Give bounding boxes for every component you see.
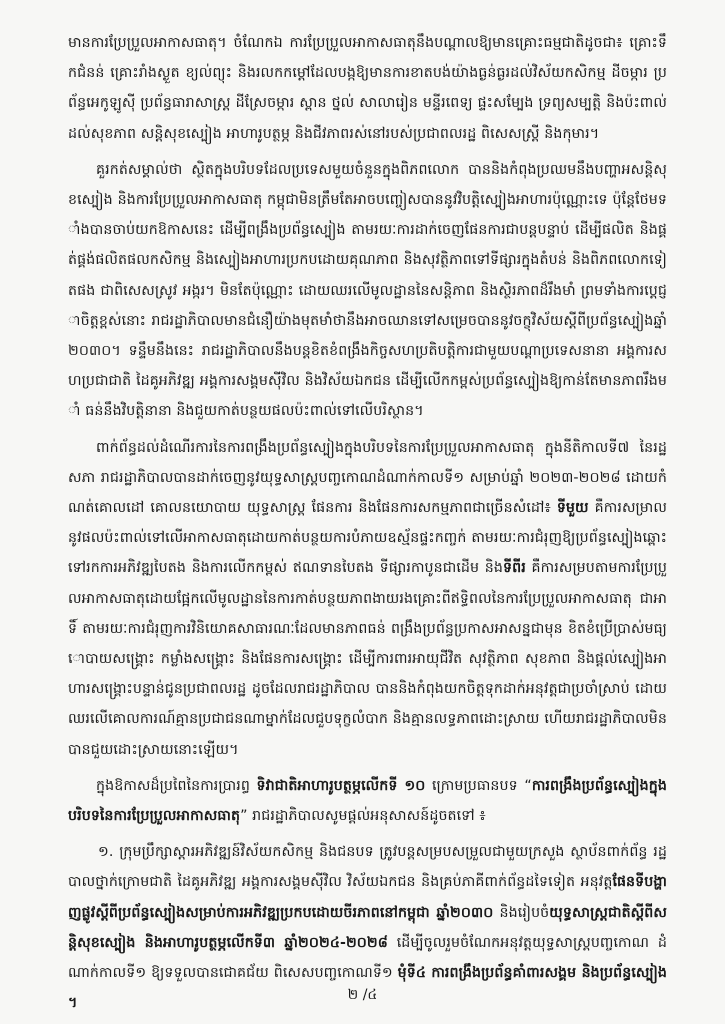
body-paragraph <box>68 433 667 765</box>
text-run: ក្រោមប្រធានបទ “ <box>425 777 532 794</box>
text-run: គឺការសម្រាលនូវផលប៉ះពាល់ទៅលើអាកាសធាតុដោយកាត់បន្ថយការបំភាយឧស្ម័នផ្ទះកញ្ចក់ តាមរយៈការជំរុញឱ្យប្រព័ន្ធស្បៀងឆ្ពោះទៅរកការអភិវឌ្ឍបៃតង និងការលើកកម្ពស់ ឥណទានបៃតង ទីផ្សារកាបូនជាដើម និង <box>68 500 667 577</box>
bold-text-run: ទីពីរ <box>503 560 526 577</box>
text-run: គួរកត់សម្គាល់ថា ស្ថិតក្នុងបរិបទដែលប្រទេសមួយចំនួនក្នុងពិភពលោក បាននិងកំពុងប្រឈមនឹងបញ្ហាអសន្តិសុខស្បៀង និងការប្រែប្រួលអាកាសធាតុ កម្ពុជាមិនត្រឹមតែអាចបញ្ចៀសបាននូវវិបត្តិស្បៀងអាហារប៉ុណ្ណោះទេ ប៉ុន្តែថែមទាំងបានចាប់យកឱកាសនេះ ដើម្បីពង្រឹងប្រព័ន្ធស្បៀង តាមរយៈការដាក់ចេញផែនការជាបន្តបន្ទាប់ ដើម្បីផលិត និងផ្គត់ផ្គង់ផលិតផលកសិកម្ម និងស្បៀងអាហារប្រកបដោយគុណភាព និងសុវត្ថិភាពទៅទីផ្សារក្នុងតំបន់ និងពិភពលោកទៀតផង ជាពិសេសស្រូវ អង្ករ។ មិនតែប៉ុណ្ណោះ ដោយឈរលើមូលដ្ឋាននៃសន្តិភាព និងស្ថិរភាពដ៏រឹងមាំ ព្រមទាំងការប្តេជ្ញាចិត្តខ្ពស់នោះ រាជរដ្ឋាភិបាលមានជំនឿយ៉ាងមុតមាំថានឹងអាចឈានទៅសម្រេចបាននូវចក្ខុវិស័យស្តីពីប្រព័ន្ធស្បៀងឆ្នាំ២០៣០។ ទន្ទឹមនឹងនេះ រាជរដ្ឋាភិបាលនឹងបន្តខិតខំពង្រឹងកិច្ចសហប្រតិបត្តិការជាមួយបណ្តាប្រទេសនានា អង្គការសហប្រជាជាតិ ដៃគូអភិវឌ្ឍ អង្គការសង្គមស៊ីវិល និងវិស័យឯកជន ដើម្បីលើកកម្ពស់ប្រព័ន្ធស្បៀងឱ្យកាន់តែមានភាពរឹងមាំ ធន់នឹងវិបត្តិនានា និងជួយកាត់បន្ថយផលប៉ះពាល់ទៅលើបរិស្ថាន។ <box>68 161 667 420</box>
page-number: ២ /៤ <box>347 987 378 1003</box>
text-run: ១. ក្រុមប្រឹក្សាស្តារអភិវឌ្ឍន៍វិស័យកសិកម្ម និងជនបទ ត្រូវបន្តសម្របសម្រួលជាមួយក្រសួង ស្ថាប័នពាក់ព័ន្ធ រដ្ឋបាលថ្នាក់ក្រោមជាតិ ដៃគូអភិវឌ្ឍ អង្គការសង្គមស៊ីវិល វិស័យឯកជន និងគ្រប់ភាគីពាក់ព័ន្ធដទៃទៀត អនុវត្ត <box>68 844 667 891</box>
text-run: មានការប្រែប្រួលអាកាសធាតុ។ ចំណែកឯ ការប្រែប្រួលអាកាសធាតុនឹងបណ្តាលឱ្យមានគ្រោះធម្មជាតិដូចជា៖ គ្រោះទឹកជំនន់ គ្រោះរាំងស្ងួត ខ្យល់ព្យុះ និងរលកកម្តៅដែលបង្កឱ្យមានការខាតបង់យ៉ាងធ្ងន់ធ្ងរដល់វិស័យកសិកម្ម ដីចម្ការ ប្រព័ន្ធអេកូឡូស៊ី ប្រព័ន្ធធារាសាស្ត្រ ដីស្រែចម្ការ ស្ពាន ថ្នល់ សាលារៀន មន្ទីរពេទ្យ ផ្ទះសម្បែង ទ្រព្យសម្បត្តិ និងប៉ះពាល់ដល់សុខភាព សន្តិសុខស្បៀង អាហារូបត្ថម្ភ និងជីវភាពរស់នៅរបស់ប្រជាពលរដ្ឋ ពិសេសស្ត្រី និងកុមារ។ <box>68 35 667 142</box>
text-run: ” រាជរដ្ឋាភិបាលសូមផ្តល់អនុសាសន៍ដូចតទៅ ៖ <box>240 808 486 825</box>
text-run: ក្នុងឱកាសដ៏ប្រពៃនៃការប្រារព្ធ <box>96 777 257 794</box>
document-body <box>68 28 667 1019</box>
text-run: ពាក់ព័ន្ធដល់ដំណើរការនៃការពង្រឹងប្រព័ន្ធស្បៀងក្នុងបរិបទនៃការប្រែប្រួលអាកាសធាតុ ក្នុងនីតិកាលទី៧ នៃរដ្ឋសភា រាជរដ្ឋាភិបាលបានដាក់ចេញនូវយុទ្ធសាស្ត្របញ្ចកោណដំណាក់កាលទី១ សម្រាប់ឆ្នាំ ២០២៣-២០២៨ ដោយកំណត់គោលដៅ គោលនយោបាយ យុទ្ធសាស្ត្រ ផែនការ និងផែនការសកម្មភាពជាច្រើនសំដៅ៖ <box>68 439 667 517</box>
body-paragraph <box>68 771 667 831</box>
text-run: ដើម្បីចូលរួមចំណែកអនុវត្តយុទ្ធសាស្ត្របញ្ចកោណ ដំណាក់កាលទី១ ឱ្យទទួលបានជោគជ័យ ពិសេសបញ្ចកោណទី១ <box>68 934 667 982</box>
bold-text-run: ផែនទីបង្ហាញផ្លូវស្តីពីប្រព័ន្ធស្បៀងសម្រាប់ការអភិវឌ្ឍប្រកបដោយចីរភាពនៅកម្ពុជា ឆ្នាំ២០៣០ <box>68 874 667 921</box>
bold-text-run: ទិវាជាតិអាហារូបត្ថម្ភលើកទី ១០ <box>256 777 426 794</box>
bold-text-run: ទីមួយ <box>556 500 589 517</box>
bold-text-run: មុំទី៤ ការពង្រឹងប្រព័ន្ធគាំពារសង្គម និងប្រព័ន្ធស្បៀង។ <box>68 965 667 1012</box>
bold-text-run: យុទ្ធសាស្ត្រជាតិស្តីពីសន្តិសុខស្បៀង និងអាហារូបត្ថម្ភលើកទី៣ ឆ្នាំ២០២៤-២០២៨ <box>68 904 667 951</box>
bold-text-run: ការពង្រឹងប្រព័ន្ធស្បៀងក្នុងបរិបទនៃការប្រែប្រួលអាកាសធាតុ <box>68 777 667 825</box>
text-run: និងរៀបចំ <box>493 904 550 921</box>
text-run: គឺការសម្របតាមការប្រែប្រួលអាកាសធាតុដោយផ្អែកលើមូលដ្ឋាននៃការកាត់បន្ថយភាពងាយរងគ្រោះពីឥទ្ធិពលនៃការប្រែប្រួលអាកាសធាតុ ជាអាទិ៍ តាមរយៈការជំរុញការវិនិយោគសាធារណៈដែលមានភាពធន់ ពង្រឹងប្រព័ន្ធប្រកាសអាសន្នជាមុន ខិតខំប្រើប្រាស់មធ្យោបាយសង្គ្រោះ កម្លាំងសង្គ្រោះ និងផែនការសង្គ្រោះ ដើម្បីការពារអាយុជីវិត សុវត្ថិភាព សុខភាព និងផ្តល់ស្បៀងអាហារសង្គ្រោះបន្ទាន់ជូនប្រជាពលរដ្ឋ ដូចដែលរាជរដ្ឋាភិបាល បាននិងកំពុងយកចិត្តទុកដាក់អនុវត្តជាប្រចាំស្រាប់ ដោយឈរលើគោលការណ៍គ្មានប្រជាជនណាម្នាក់ដែលជួបទុក្ខលំបាក និងគ្មានលទ្ធភាពដោះស្រាយ ហើយរាជរដ្ឋាភិបាលមិនបានជួយដោះស្រាយនោះឡើយ។ <box>68 560 667 758</box>
body-paragraph <box>68 155 667 427</box>
body-paragraph <box>68 28 667 149</box>
